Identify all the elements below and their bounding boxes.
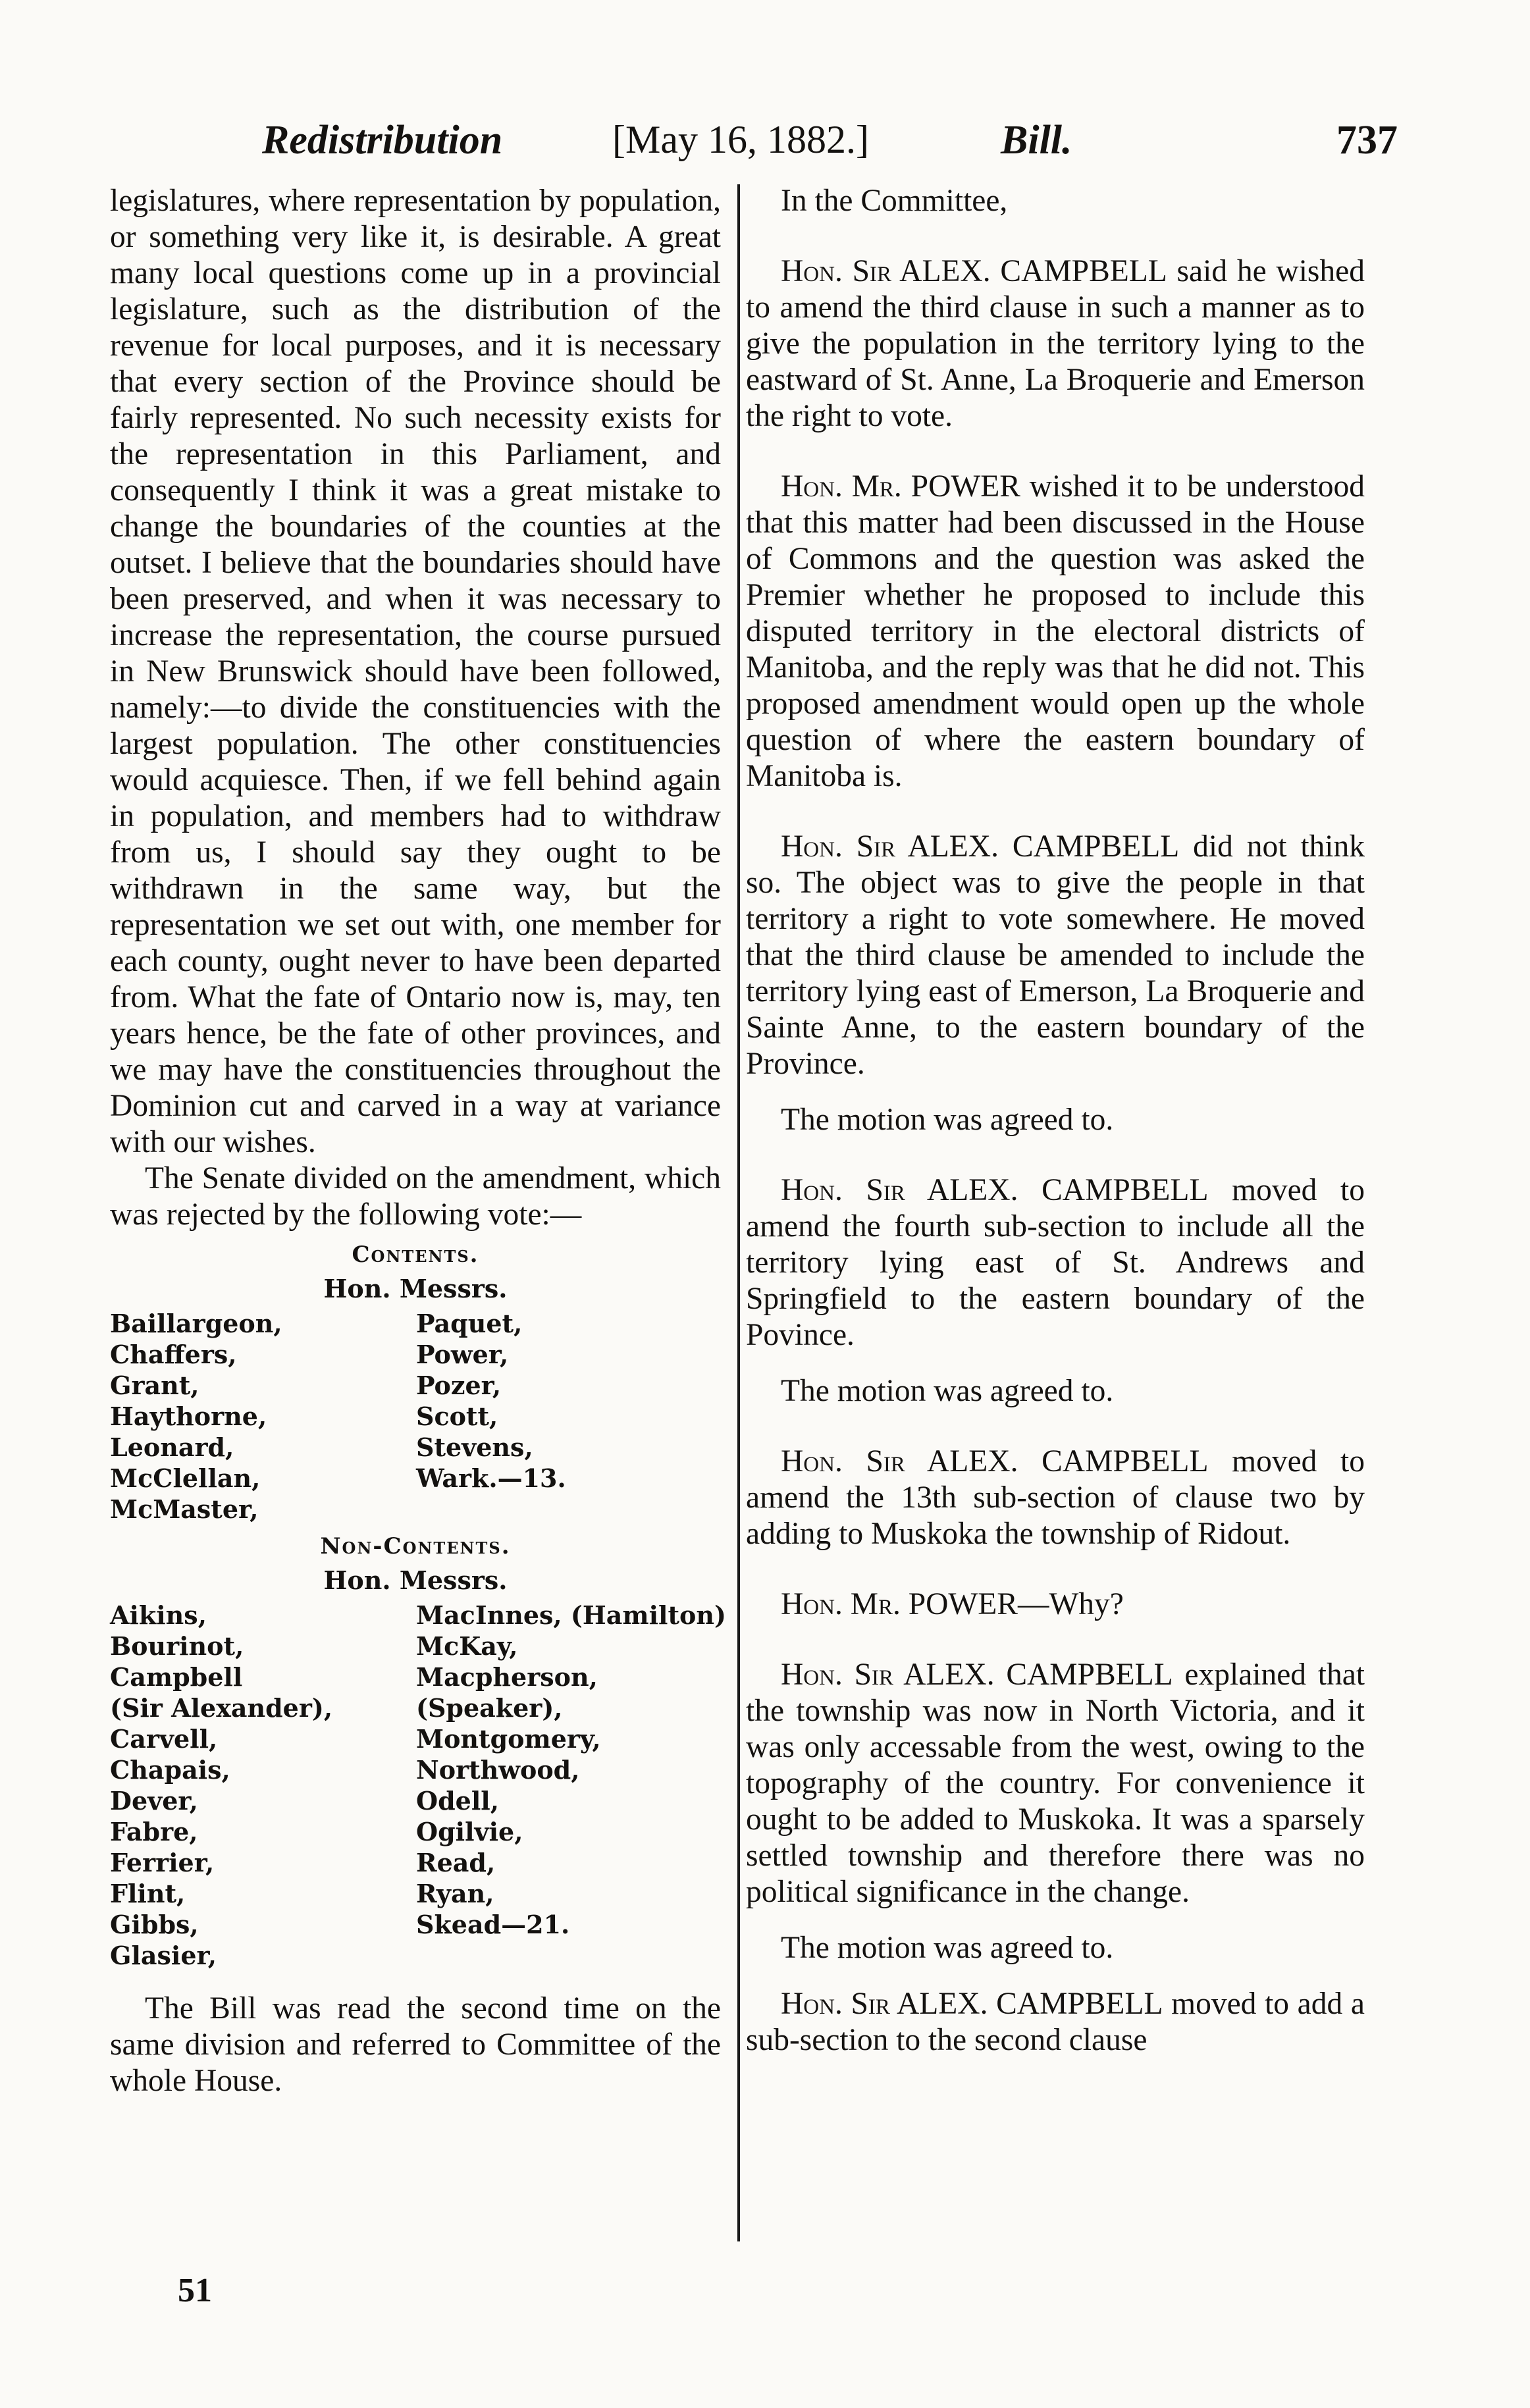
- senator-name: Power,: [416, 1340, 509, 1369]
- committee-heading: In the Committee,: [781, 184, 1008, 218]
- speaker-name: Hon. Sir ALEX. CAMPBELL: [781, 254, 1167, 288]
- speaker-name: Hon. Sir ALEX. CAMPBELL: [781, 1658, 1173, 1692]
- senator-name: Pozer,: [416, 1371, 502, 1400]
- motion-result: The motion was agreed to.: [781, 1374, 1114, 1408]
- senator-name: Odell,: [416, 1786, 499, 1816]
- motion-result: The motion was agreed to.: [781, 1931, 1114, 1965]
- speaker-name: Hon. Mr. POWER: [781, 469, 1020, 504]
- speech-text: moved to add a sub-section to the second clause: [746, 1987, 1365, 2057]
- senator-name: [416, 1494, 725, 1525]
- senator-name: Montgomery,: [416, 1724, 601, 1754]
- senator-name: Leonard,: [110, 1432, 234, 1462]
- senator-name: Ferrier,: [110, 1848, 215, 1877]
- speech-text: did not think so. The object was to give the people in that territory a right to vote somewhere. He moved that the third clause be amended to include the territory lying east of Emerson, La Broquerie and Sainte Anne, to the eastern boundary of the Province.: [746, 829, 1365, 1081]
- speaker-name: Hon. Sir ALEX. CAMPBELL: [781, 1987, 1163, 2021]
- division-intro: The Senate divided on the amendment, which was rejected by the following vote:—: [110, 1161, 721, 1232]
- contents-subheading: Hon. Messrs.: [323, 1274, 508, 1303]
- page-number: 737: [1336, 118, 1398, 163]
- contents-list: [110, 1308, 721, 1525]
- noncontents-subheading: Hon. Messrs.: [323, 1565, 508, 1595]
- speaker-name: Hon. Sir ALEX. CAMPBELL: [781, 829, 1180, 864]
- senator-name: McClellan,: [110, 1463, 261, 1493]
- speech-paragraph: [746, 1986, 1365, 2058]
- noncontents-list: [110, 1600, 726, 1971]
- speaker-name: Hon. Sir ALEX. CAMPBELL: [781, 1173, 1209, 1207]
- senator-name: Skead—21.: [416, 1910, 570, 1939]
- senator-name: Ryan,: [416, 1879, 494, 1908]
- senator-name: (Speaker),: [416, 1693, 563, 1723]
- senator-name: Grant,: [110, 1371, 199, 1400]
- speech-paragraph: [746, 469, 1365, 795]
- senator-name: MacInnes, (Hamilton): [416, 1600, 726, 1630]
- left-column: [110, 183, 726, 2099]
- senator-name: Campbell: [110, 1662, 243, 1692]
- senator-name: Stevens,: [416, 1432, 533, 1462]
- running-header: [99, 99, 1435, 171]
- speaker-name: Hon. Sir ALEX. CAMPBELL: [781, 1444, 1209, 1479]
- senator-name: Wark.—13.: [416, 1463, 566, 1493]
- speaker-name: Hon. Mr. POWER: [781, 1587, 1018, 1621]
- senator-name: Carvell,: [110, 1724, 218, 1754]
- header-title-right: Bill.: [1001, 118, 1072, 163]
- right-column: [746, 183, 1365, 2058]
- motion-result: The motion was agreed to.: [781, 1103, 1114, 1137]
- senator-name: [416, 1940, 725, 1971]
- signature-mark: 51: [178, 2272, 212, 2309]
- header-date: [May 16, 1882.]: [612, 118, 869, 161]
- vote-contents: [110, 1240, 721, 1525]
- contents-heading: Contents.: [352, 1242, 479, 1268]
- speech-text: moved to amend the 13th sub-section of clause two by adding to Muskoka the township of Ridout.: [746, 1444, 1365, 1551]
- senator-name: McMaster,: [110, 1494, 259, 1524]
- senator-name: Ogilvie,: [416, 1817, 523, 1846]
- senator-name: Glasier,: [110, 1941, 217, 1970]
- speech-paragraph: [746, 253, 1365, 434]
- speech-paragraph: [746, 829, 1365, 1082]
- senator-name: Paquet,: [416, 1309, 523, 1338]
- senator-name: Haythorne,: [110, 1401, 267, 1431]
- speech-text: said he wished to amend the third clause in such a manner as to give the population in the territory lying to the eastward of St. Anne, La Broquerie and Emerson the right to vote.: [746, 254, 1365, 433]
- speech-paragraph: [746, 1172, 1365, 1353]
- speech-paragraph: [746, 1586, 1365, 1623]
- vote-noncontents: [110, 1531, 726, 1971]
- senator-name: Fabre,: [110, 1817, 198, 1846]
- column-divider: [737, 184, 740, 2241]
- speech-text: —Why?: [1017, 1587, 1124, 1621]
- speech-paragraph: [746, 1444, 1365, 1552]
- senator-name: Read,: [416, 1848, 496, 1877]
- senator-name: McKay,: [416, 1631, 518, 1661]
- senator-name: Chaffers,: [110, 1340, 237, 1369]
- noncontents-heading: Non-Contents.: [320, 1533, 511, 1559]
- speech-paragraph: legislatures, where representation by population, or something very like it, is desirable. A great many local questions come up in a provincial legislature, such as the distribution of the revenue for local purposes, and it is necessary that every section of the Province should be fairly represented. No such necessity exists for the representation in this Parliament, and consequently I think it was a great mistake to change the boundaries of the counties at the outset. I believe that the boundaries should have been preserved, and when it was necessary to increase the representation, the course pursued in New Brunswick should have been followed, namely:—to divide the constituencies with the largest population. The other constituencies would acquiesce. Then, if we fell behind again in population, and members had to withdraw from us, I should say they ought to be withdrawn in the same way, but the representation we set out with, one member for each county, ought never to have been departed from. What the fate of Ontario now is, may, ten years hence, be the fate of other provinces, and we may have the constituencies throughout the Dominion cut and carved in a way at variance with our wishes.: [110, 184, 721, 1159]
- senator-name: Bourinot,: [110, 1631, 244, 1661]
- senator-name: Scott,: [416, 1401, 498, 1431]
- senator-name: Gibbs,: [110, 1910, 199, 1939]
- speech-text: moved to amend the fourth sub-section to include all the territory lying east of St. Andrews and Springfield to the eastern boundary of the Povince.: [746, 1173, 1365, 1352]
- senator-name: Chapais,: [110, 1755, 230, 1785]
- senator-name: (Sir Alexander),: [110, 1693, 333, 1723]
- speech-text: explained that the township was now in North Victoria, and it was only accessable from the west, owing to the topography of the country. For convenience it ought to be added to Muskoka. It was a sparsely settled township and therefore there was no political significance in the change.: [746, 1658, 1365, 1909]
- senator-name: Aikins,: [110, 1600, 207, 1630]
- senator-name: Dever,: [110, 1786, 198, 1816]
- bill-read-paragraph: The Bill was read the second time on the same division and referred to Committee of the whole House.: [110, 1991, 721, 2098]
- senator-name: Baillargeon,: [110, 1309, 282, 1338]
- speech-text: wished it to be understood that this matter had been discussed in the House of Commons and the question was asked the Premier whether he proposed to include this disputed territory in the electoral districts of Manitoba, and the reply was that he did not. This proposed amendment would open up the whole question of where the eastern boundary of Manitoba is.: [746, 469, 1365, 793]
- senator-name: Northwood,: [416, 1755, 580, 1785]
- speech-paragraph: [746, 1657, 1365, 1910]
- header-title-left: Redistribution: [262, 118, 503, 163]
- senator-name: Macpherson,: [416, 1662, 598, 1692]
- senator-name: Flint,: [110, 1879, 186, 1908]
